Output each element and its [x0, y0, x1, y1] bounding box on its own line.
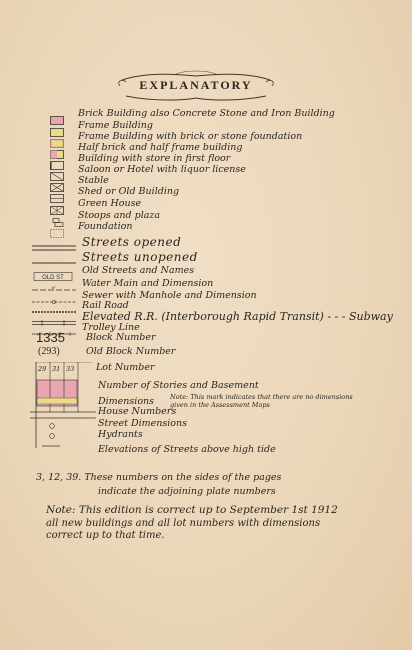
legend-label-yellow-pink-swatch: Frame Building with brick or stone foundation — [78, 131, 303, 142]
legend-label-sewer: Sewer with Manhole and Dimension — [82, 290, 257, 301]
lot-number-label: Lot Number — [96, 362, 155, 373]
block-number-label: Block Number — [86, 332, 156, 343]
legend-label-shed-swatch: Shed or Old Building — [78, 186, 180, 197]
legend-label-stable-swatch: Stable — [78, 175, 109, 186]
page-title: EXPLANATORY — [139, 78, 253, 92]
store-swatch-symbol — [50, 155, 64, 164]
old-block-number-label: Old Block Number — [86, 346, 176, 357]
legend-label-half-swatch: Half brick and half frame building — [78, 142, 243, 153]
block-number-sample: 1335 — [36, 330, 65, 345]
adjoining-plates-line2: indicate the adjoining plate numbers — [98, 486, 276, 497]
legend-label-elevated: Elevated R.R. (Interborough Rapid Transit) - - - Subway — [82, 310, 393, 323]
edition-note-line2: all new buildings and all lot numbers with dimensions — [46, 518, 321, 529]
legend-label-greenhouse-swatch: Green House — [78, 198, 142, 209]
lot-number-sample-1: 29 — [38, 365, 47, 373]
old-block-number-sample: (293) — [38, 346, 60, 357]
yellow-pink-swatch-symbol — [50, 133, 64, 142]
edition-note-line1: Note: This edition is correct up to September 1st 1912 — [46, 504, 338, 516]
shed-swatch-symbol — [50, 188, 64, 197]
lot-number-sample-3: 33 — [66, 365, 75, 373]
stable-swatch-symbol — [50, 177, 64, 186]
legend-label-old-streets: Old Streets and Names — [82, 265, 195, 276]
legend-label-saloon-swatch: Saloon or Hotel with liquor license — [78, 164, 246, 175]
legend-label-yellow-swatch: Frame Building — [78, 120, 153, 131]
elevated-symbol — [32, 313, 76, 323]
legend-label-streets-unopened: Streets unopened — [82, 250, 198, 264]
legend-label-stoops-swatch: Stoops and plaza — [78, 210, 161, 221]
lot-diagram — [30, 362, 100, 454]
legend-label-pink-swatch: Brick Building also Concrete Stone and Iron Building — [78, 108, 335, 119]
lot-number-sample-2: 31 — [52, 365, 61, 373]
sewer-symbol — [32, 292, 76, 302]
legend-label-rail-road: Rail Road — [82, 300, 129, 311]
foundation-swatch-symbol — [50, 223, 64, 232]
legend-label-trolley: Trolley Line — [82, 322, 140, 333]
edition-note-line3: correct up to that time. — [46, 530, 165, 541]
house-numbers-label: House Numbers — [98, 406, 177, 417]
dimensions-note: Note: This mark indicates that there are no dimensions given in the Assessment Maps — [170, 393, 353, 409]
svg-text:6": 6" — [51, 285, 57, 290]
greenhouse-swatch-symbol — [50, 200, 64, 209]
elevations-label: Elevations of Streets above high tide — [98, 444, 276, 455]
stoops-swatch-symbol — [50, 212, 64, 221]
pink-swatch-symbol — [50, 110, 64, 119]
legend-label-water-main: Water Main and Dimension — [82, 278, 214, 289]
legend-label-store-swatch: Building with store in first floor — [78, 153, 231, 164]
old-streets-symbol — [32, 267, 76, 281]
half-swatch-symbol — [50, 144, 64, 153]
water-main-symbol — [32, 280, 76, 290]
legend-label-foundation-swatch: Foundation — [78, 221, 133, 232]
legend-label-streets-opened: Streets opened — [82, 235, 182, 249]
svg-text:OLD ST: OLD ST — [42, 275, 64, 281]
explanatory-title-block — [116, 70, 276, 106]
streets-opened-symbol — [32, 238, 76, 248]
saloon-swatch-symbol — [50, 166, 64, 175]
dimensions-label: Dimensions — [98, 396, 155, 407]
yellow-swatch-symbol — [50, 122, 64, 131]
street-dimensions-label: Street Dimensions — [98, 418, 187, 429]
rail-road-symbol — [32, 302, 76, 312]
hydrants-label: Hydrants — [98, 429, 143, 440]
streets-unopened-symbol — [32, 253, 76, 263]
adjoining-plates-line1: 3, 12, 39. These numbers on the sides of the pages — [36, 472, 282, 483]
stories-label: Number of Stories and Basement — [98, 380, 259, 391]
